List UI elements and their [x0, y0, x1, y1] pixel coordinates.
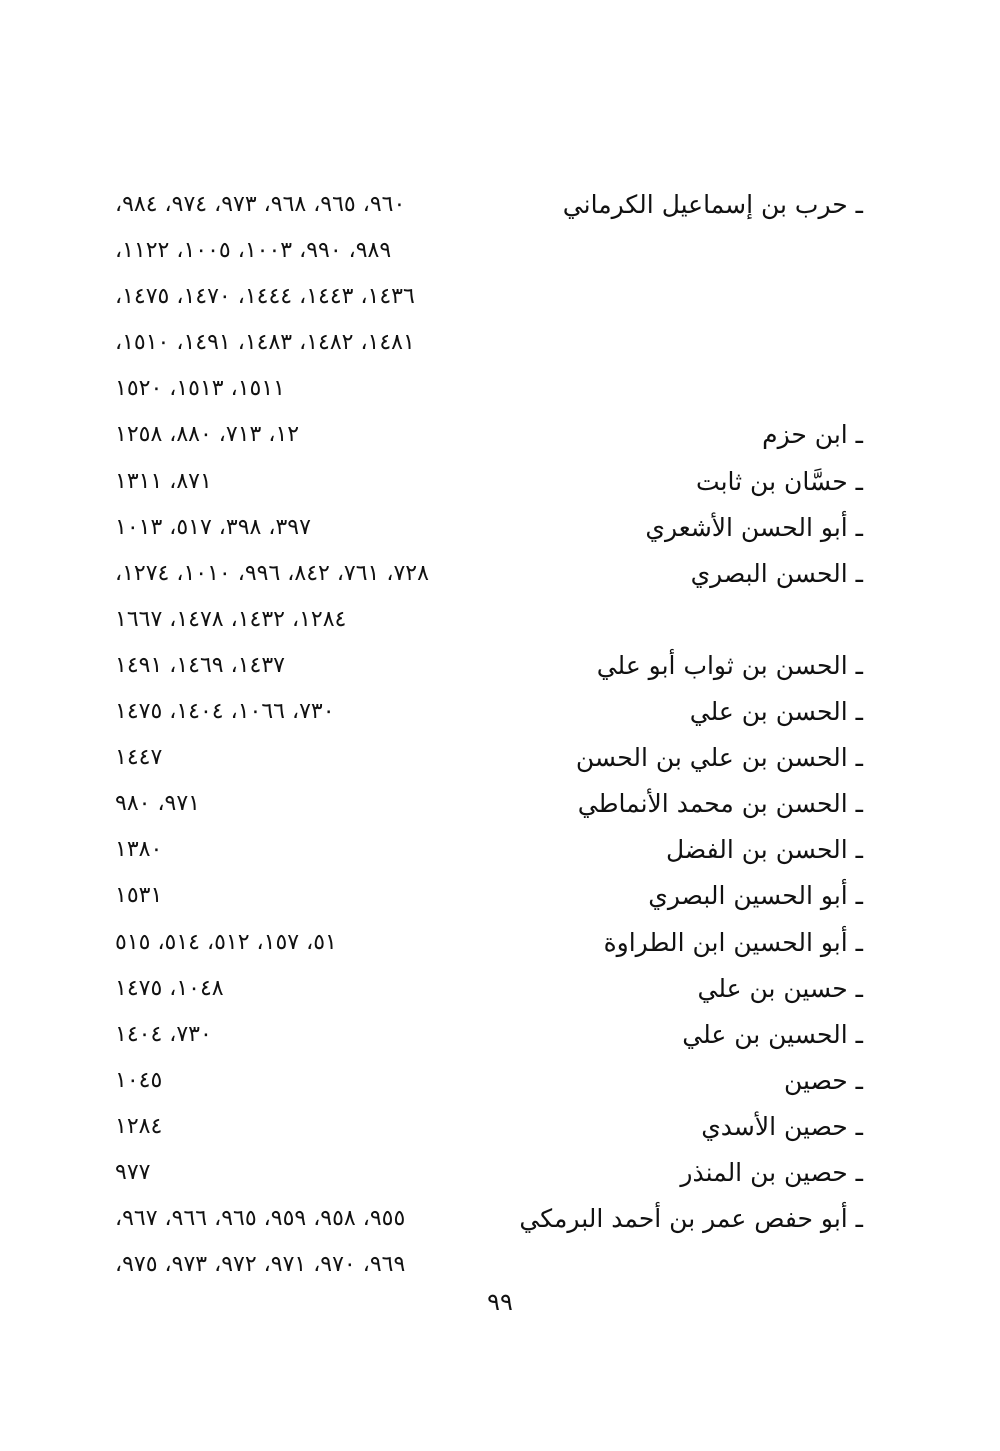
index-entry	[115, 1242, 863, 1288]
index-entry	[115, 182, 863, 228]
index-entry	[115, 689, 863, 735]
entry-page-refs: ١٠٤٥	[115, 1067, 163, 1093]
entry-page-refs: ٧٢٨، ٧٦١، ٨٤٢، ٩٩٦، ١٠١٠، ١٢٧٤،	[115, 560, 429, 586]
index-entry	[115, 1058, 863, 1104]
entry-page-refs: ٩٨٩، ٩٩٠، ١٠٠٣، ١٠٠٥، ١١٢٢،	[115, 238, 392, 264]
index-entry	[115, 1196, 863, 1242]
entry-name: ـ أبو حفص عمر بن أحمد البرمكي	[519, 1204, 863, 1234]
entry-name: ـ ابن حزم	[762, 420, 863, 450]
index-entry	[115, 505, 863, 551]
entry-name: ـ حرب بن إسماعيل الكرماني	[562, 190, 863, 219]
entry-page-refs: ٧٣٠، ١٤٠٤	[115, 1021, 212, 1047]
index-entry	[115, 643, 863, 689]
entry-name: ـ حسين بن علي	[697, 973, 863, 1003]
index-entry	[115, 1150, 863, 1196]
entry-page-refs: ١٤٨١، ١٤٨٢، ١٤٨٣، ١٤٩١، ١٥١٠،	[115, 330, 415, 356]
entry-name: ـ أبو الحسين البصري	[648, 881, 863, 911]
page-number: ٩٩	[487, 1288, 513, 1316]
entry-page-refs: ٩٦٠، ٩٦٥، ٩٦٨، ٩٧٣، ٩٧٤، ٩٨٤،	[115, 192, 406, 217]
entry-name: ـ حصين	[784, 1065, 863, 1095]
entry-name: ـ حسَّان بن ثابت	[696, 466, 863, 496]
entry-page-refs: ٨٧١، ١٣١١	[115, 468, 212, 494]
entry-name: ـ حصين الأسدي	[701, 1111, 863, 1141]
entry-name: ـ الحسن بن علي بن الحسن	[575, 743, 863, 773]
entry-name: ـ أبو الحسين ابن الطراوة	[603, 927, 863, 957]
entry-page-refs: ١٢، ٧١٣، ٨٨٠، ١٢٥٨	[115, 422, 300, 448]
entry-name: ـ الحسن بن الفضل	[665, 835, 863, 865]
index-list	[115, 182, 863, 1288]
index-entry	[115, 412, 863, 458]
entry-page-refs: ٩٧١، ٩٨٠	[115, 791, 200, 817]
entry-page-refs: ١٥٣١	[115, 883, 163, 909]
index-entry	[115, 873, 863, 919]
entry-page-refs: ٧٣٠، ١٠٦٦، ١٤٠٤، ١٤٧٥	[115, 699, 335, 725]
index-entry	[115, 551, 863, 597]
index-entry	[115, 597, 863, 643]
entry-page-refs: ١٣٨٠	[115, 837, 163, 863]
entry-name: ـ الحسن بن علي	[689, 697, 863, 727]
index-entry	[115, 320, 863, 366]
entry-page-refs: ٣٩٧، ٣٩٨، ٥١٧، ١٠١٣	[115, 514, 311, 540]
entry-page-refs: ٩٥٥، ٩٥٨، ٩٥٩، ٩٦٥، ٩٦٦، ٩٦٧،	[115, 1206, 406, 1232]
entry-page-refs: ١٠٤٨، ١٤٧٥	[115, 975, 224, 1001]
entry-page-refs: ٥١، ١٥٧، ٥١٢، ٥١٤، ٥١٥	[115, 929, 337, 955]
entry-name: ـ الحسين بن علي	[682, 1019, 863, 1049]
index-entry	[115, 274, 863, 320]
index-entry	[115, 459, 863, 505]
index-entry	[115, 735, 863, 781]
entry-page-refs: ١٤٣٦، ١٤٤٣، ١٤٤٤، ١٤٧٠، ١٤٧٥،	[115, 284, 415, 310]
entry-name: ـ الحسن بن محمد الأنماطي	[577, 789, 863, 819]
index-entry	[115, 366, 863, 412]
index-entry	[115, 781, 863, 827]
index-entry	[115, 827, 863, 873]
index-entry	[115, 1012, 863, 1058]
index-entry	[115, 966, 863, 1012]
entry-name: ـ الحسن بن ثواب أبو علي	[596, 650, 863, 680]
entry-page-refs: ١٢٨٤	[115, 1113, 163, 1139]
index-entry	[115, 228, 863, 274]
entry-page-refs: ١٤٤٧	[115, 745, 163, 771]
entry-name: ـ الحسن البصري	[690, 558, 863, 588]
entry-page-refs: ٩٧٧	[115, 1159, 151, 1185]
entry-page-refs: ١٤٣٧، ١٤٦٩، ١٤٩١	[115, 652, 285, 678]
entry-page-refs: ٩٦٩، ٩٧٠، ٩٧١، ٩٧٢، ٩٧٣، ٩٧٥،	[115, 1252, 406, 1278]
entry-page-refs: ١٥١١، ١٥١٣، ١٥٢٠	[115, 376, 285, 402]
entry-name: ـ حصين بن المنذر	[680, 1157, 863, 1187]
index-entry	[115, 920, 863, 966]
index-entry	[115, 1104, 863, 1150]
entry-name: ـ أبو الحسن الأشعري	[645, 512, 863, 542]
entry-page-refs: ١٢٨٤، ١٤٣٢، ١٤٧٨، ١٦٦٧	[115, 606, 347, 632]
